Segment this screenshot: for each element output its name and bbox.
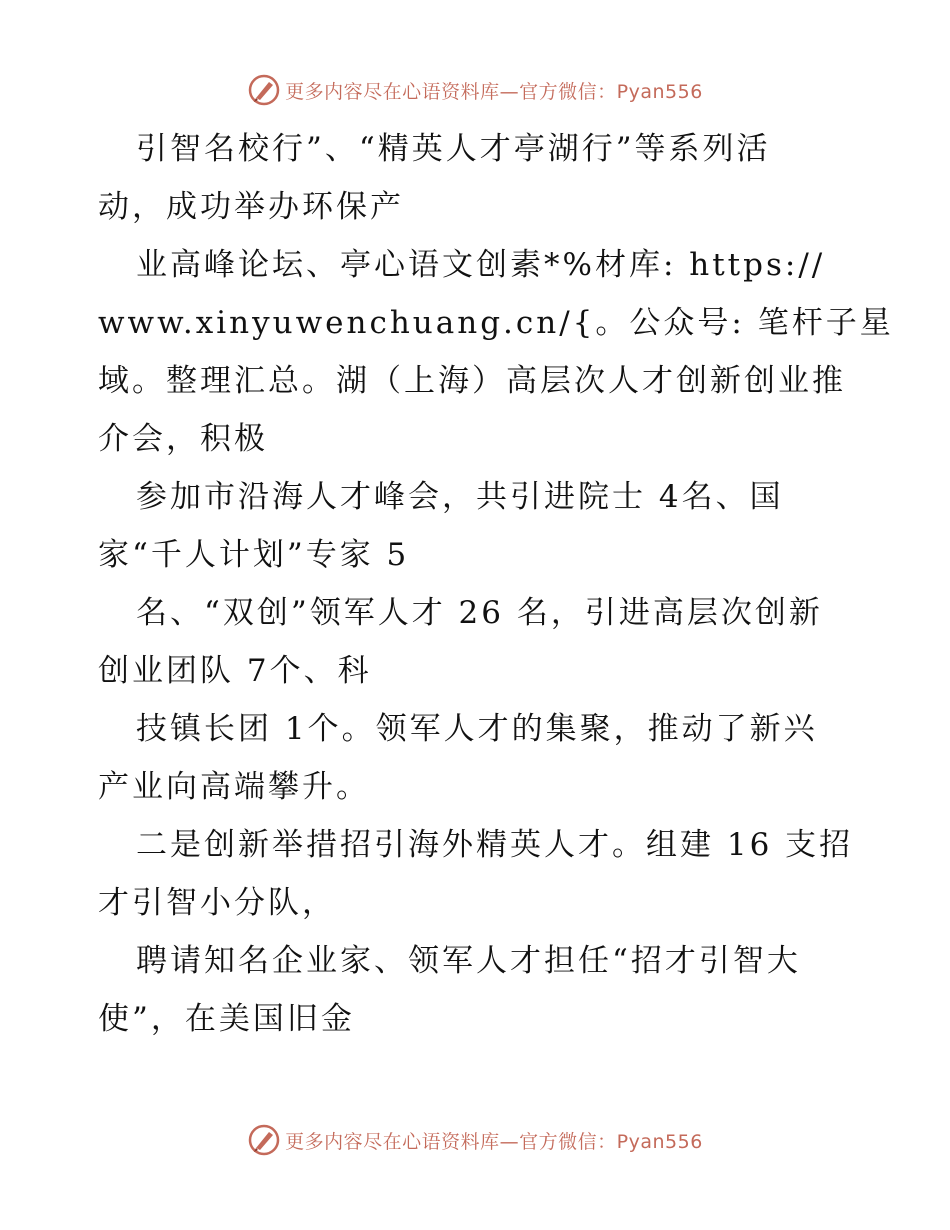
text-line: 家“千人计划”专家 5 (98, 537, 410, 573)
text-line: 参加市沿海人才峰会，共引进院士 4名、国 (136, 479, 784, 515)
text-line: 使”，在美国旧金 (98, 1001, 355, 1037)
text-line: 引智名校行”、“精英人才亭湖行”等系列活 (136, 131, 771, 167)
text-line: 业高峰论坛、亭心语文创素*%材库: https:// (136, 247, 826, 283)
footer-watermark (0, 1120, 950, 1160)
document-body (98, 120, 894, 1048)
footer-watermark-label: 更多内容尽在心语资料库—官方微信： (285, 1130, 617, 1153)
text-line: 介会，积极 (98, 421, 268, 457)
text-line: www.xinyuwenchuang.cn/{。公众号: 笔杆子星 (98, 305, 894, 341)
footer-watermark-text (285, 1127, 703, 1154)
header-watermark-text (285, 77, 703, 104)
text-line: 聘请知名企业家、领军人才担任“招才引智大 (136, 943, 801, 979)
header-watermark (0, 70, 950, 110)
text-line: 二是创新举措招引海外精英人才。组建 16 支招 (136, 827, 854, 863)
text-line: 动，成功举办环保产 (98, 189, 404, 225)
footer-watermark-id: Pyan556 (616, 1130, 703, 1153)
pen-logo-icon (247, 73, 281, 107)
pen-logo-icon (247, 1123, 281, 1157)
text-line: 技镇长团 1个。领军人才的集聚，推动了新兴 (136, 711, 818, 747)
text-line: 域。整理汇总。湖（上海）高层次人才创新创业推 (98, 363, 846, 399)
header-watermark-label: 更多内容尽在心语资料库—官方微信： (285, 80, 617, 103)
text-line: 名、“双创”领军人才 26 名，引进高层次创新 (136, 595, 823, 631)
header-watermark-id: Pyan556 (616, 80, 703, 103)
text-line: 才引智小分队， (98, 885, 336, 921)
text-line: 产业向高端攀升。 (98, 769, 370, 805)
text-line: 创业团队 7个、科 (98, 653, 372, 689)
